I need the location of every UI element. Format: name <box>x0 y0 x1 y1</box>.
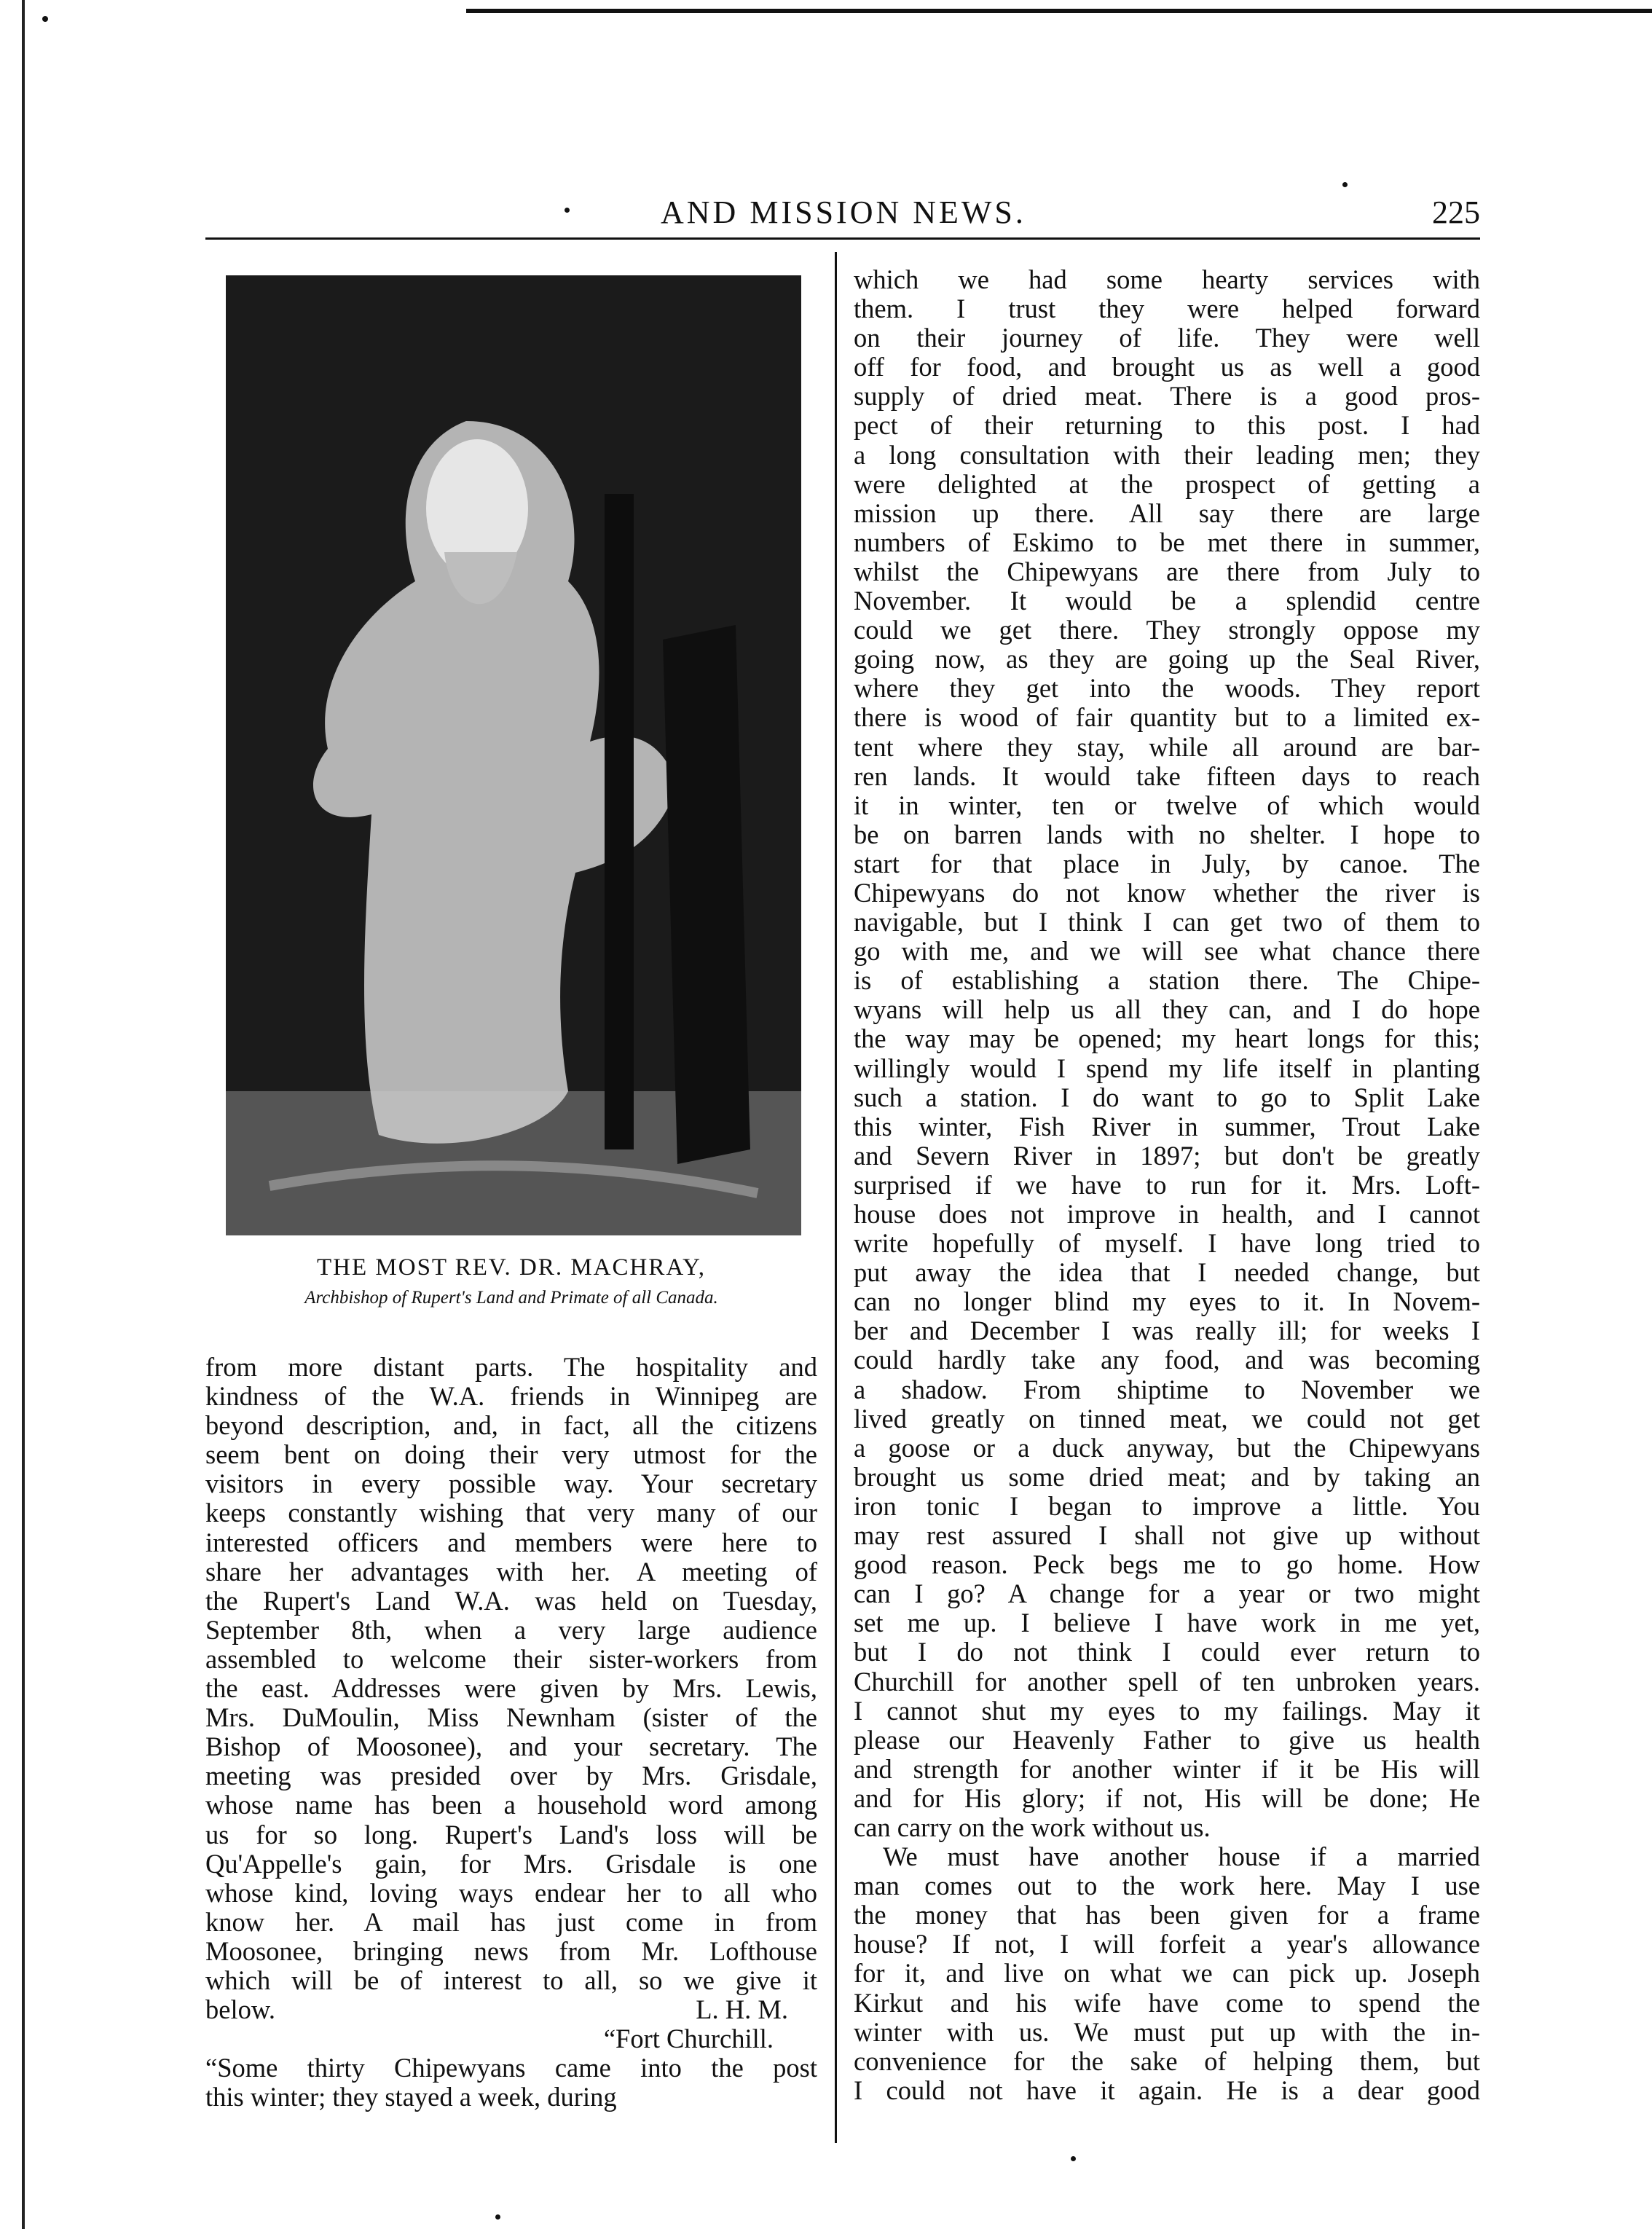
text-line: the east. Addresses were given by Mrs. Lewis, <box>205 1673 817 1704</box>
left-text-column <box>205 1353 817 2112</box>
column-divider <box>835 252 837 2143</box>
text-line: us for so long. Rupert's Land's loss will be <box>205 1819 817 1849</box>
text-line: can I go? A change for a year or two might <box>854 1579 1480 1609</box>
text-line: could hardly take any food, and was becoming <box>854 1345 1480 1375</box>
signoff-text: below. <box>205 1994 275 2025</box>
text-line: kindness of the W.A. friends in Winnipeg are <box>205 1381 817 1412</box>
text-line: there is wood of fair quantity but to a limited ex- <box>854 702 1480 733</box>
text-line: but I do not think I could ever return to <box>854 1637 1480 1667</box>
text-line: off for food, and brought us as well a good <box>854 352 1480 382</box>
text-line: and for His glory; if not, His will be done; He <box>854 1782 1480 1813</box>
text-line: beyond description, and, in fact, all the citizens <box>205 1410 817 1441</box>
text-line: We must have another house if a married <box>883 1841 1480 1872</box>
portrait-photo-art <box>226 275 801 1235</box>
text-line: iron tonic I began to improve a little. You <box>854 1490 1480 1521</box>
text-line: a shadow. From shiptime to November we <box>854 1374 1480 1404</box>
running-title: AND MISSION NEWS. <box>661 194 1026 230</box>
text-line: please our Heavenly Father to give us health <box>854 1724 1480 1755</box>
text-line: can no longer blind my eyes to it. In Novem- <box>854 1286 1480 1317</box>
text-line: write hopefully of myself. I have long tried to <box>854 1228 1480 1259</box>
text-line: a goose or a duck anyway, but the Chipewyans <box>854 1432 1480 1463</box>
text-line: meeting was presided over by Mrs. Grisdale, <box>205 1761 817 1791</box>
text-line: set me up. I believe I have work in me yet, <box>854 1608 1480 1638</box>
text-line: such a station. I do want to go to Split Lake <box>854 1082 1480 1112</box>
figure-caption-subtitle: Archbishop of Rupert's Land and Primate of all Canada. <box>304 1288 718 1308</box>
speck <box>42 16 48 22</box>
text-line: be on barren lands with no shelter. I hope to <box>854 819 1480 849</box>
text-line: house does not improve in health, and I cannot <box>854 1199 1480 1229</box>
text-line: “Some thirty Chipewyans came into the post <box>205 2053 817 2083</box>
text-line: start for that place in July, by canoe. The <box>854 848 1480 878</box>
page-edge-line <box>22 0 25 2229</box>
text-line: ren lands. It would take fifteen days to reach <box>854 760 1480 791</box>
text-line: which we had some hearty services with <box>854 264 1480 294</box>
text-line: is of establishing a station there. The Chipe- <box>854 965 1480 996</box>
text-line: tent where they stay, while all around are bar- <box>854 731 1480 762</box>
right-text-column <box>854 265 1480 2105</box>
text-line: for it, and live on what we can pick up. Joseph <box>854 1958 1480 1989</box>
text-line: Churchill for another spell of ten unbroken years. <box>854 1666 1480 1697</box>
text-line: on their journey of life. They were well <box>854 323 1480 353</box>
page-number: 225 <box>1432 194 1480 230</box>
text-line: them. I trust they were helped forward <box>854 294 1480 324</box>
text-line: brought us some dried meat; and by taking an <box>854 1461 1480 1492</box>
text-line: were delighted at the prospect of getting a <box>854 468 1480 499</box>
text-line: seem bent on doing their very utmost for the <box>205 1439 817 1470</box>
text-line: which will be of interest to all, so we give it <box>205 1965 817 1995</box>
text-line: visitors in every possible way. Your secretary <box>205 1469 817 1499</box>
text-line: may rest assured I shall not give up without <box>854 1520 1480 1551</box>
text-line: could we get there. They strongly oppose my <box>854 615 1480 645</box>
text-line: pect of their returning to this post. I had <box>854 410 1480 441</box>
text-line: whose kind, loving ways endear her to all who <box>205 1877 817 1908</box>
author-initials: L. H. M. <box>696 1994 788 2025</box>
speck <box>1342 182 1348 187</box>
text-line: navigable, but I think I can get two of them to <box>854 907 1480 937</box>
text-line: good reason. Peck begs me to go home. How <box>854 1549 1480 1580</box>
text-line: go with me, and we will see what chance there <box>854 936 1480 967</box>
text-line: share her advantages with her. A meeting of <box>205 1556 817 1587</box>
letter-dateline: “Fort Churchill. <box>603 2024 774 2054</box>
text-line: where they get into the woods. They report <box>854 673 1480 704</box>
text-line: from more distant parts. The hospitality and <box>205 1352 817 1382</box>
signoff-line <box>205 1995 817 2024</box>
text-line: November. It would be a splendid centre <box>854 586 1480 616</box>
figure-caption-title: THE MOST REV. DR. MACHRAY, <box>317 1254 706 1281</box>
text-line: keeps constantly wishing that very many of our <box>205 1498 817 1528</box>
text-line: Kirkut and his wife have come to spend the <box>854 1987 1480 2018</box>
text-line: put away the idea that I needed change, but <box>854 1257 1480 1288</box>
text-line: whose name has been a household word among <box>205 1790 817 1820</box>
text-line: Mrs. DuMoulin, Miss Newnham (sister of the <box>205 1702 817 1733</box>
text-line: convenience for the sake of helping them, but <box>854 2045 1480 2076</box>
text-line: interested officers and members were here to <box>205 1527 817 1557</box>
text-line: Qu'Appelle's gain, for Mrs. Grisdale is one <box>205 1848 817 1879</box>
speck <box>565 208 570 213</box>
portrait-photo <box>226 275 801 1235</box>
speck <box>495 2214 500 2220</box>
text-line: I could not have it again. He is a dear good <box>854 2075 1480 2105</box>
text-line: surprised if we have to run for it. Mrs. Loft- <box>854 1169 1480 1200</box>
text-line: it in winter, ten or twelve of which would <box>854 790 1480 820</box>
text-line: ber and December I was really ill; for weeks I <box>854 1316 1480 1346</box>
header-rule <box>205 237 1480 240</box>
text-line: this winter, Fish River in summer, Trout Lake <box>854 1111 1480 1141</box>
text-line: September 8th, when a very large audience <box>205 1614 817 1645</box>
text-line: whilst the Chipewyans are there from July to <box>854 556 1480 586</box>
text-line: Moosonee, bringing news from Mr. Lofthouse <box>205 1935 817 1966</box>
text-line: winter with us. We must put up with the in- <box>854 2016 1480 2047</box>
text-line: going now, as they are going up the Seal River, <box>854 644 1480 675</box>
text-line: house? If not, I will forfeit a year's allowance <box>854 1929 1480 1959</box>
text-line: assembled to welcome their sister-workers from <box>205 1643 817 1674</box>
speck <box>1071 2156 1076 2161</box>
text-line: the Rupert's Land W.A. was held on Tuesday, <box>205 1585 817 1616</box>
text-line: and strength for another winter if it be His will <box>854 1753 1480 1784</box>
running-header <box>205 194 1480 240</box>
text-line: know her. A mail has just come in from <box>205 1906 817 1937</box>
text-line: wyans will help us all they can, and I do hope <box>854 994 1480 1025</box>
text-line: the money that has been given for a frame <box>854 1900 1480 1930</box>
text-line: can carry on the work without us. <box>854 1812 1211 1842</box>
text-line: man comes out to the work here. May I use <box>854 1871 1480 1901</box>
top-border-rule <box>466 9 1652 13</box>
text-line: lived greatly on tinned meat, we could not get <box>854 1403 1480 1434</box>
text-line: supply of dried meat. There is a good pros- <box>854 381 1480 412</box>
text-line: a long consultation with their leading men; they <box>854 439 1480 470</box>
text-line: Chipewyans do not know whether the river is <box>854 877 1480 908</box>
text-line: willingly would I spend my life itself in planting <box>854 1053 1480 1083</box>
text-line: this winter; they stayed a week, during <box>205 2082 617 2112</box>
text-line: numbers of Eskimo to be met there in summer, <box>854 527 1480 557</box>
text-line: I cannot shut my eyes to my failings. May it <box>854 1695 1480 1726</box>
text-line: mission up there. All say there are large <box>854 498 1480 528</box>
text-line: and Severn River in 1897; but don't be greatly <box>854 1140 1480 1171</box>
text-line: the way may be opened; my heart longs for this; <box>854 1023 1480 1054</box>
text-line: Bishop of Moosonee), and your secretary. The <box>205 1731 817 1762</box>
